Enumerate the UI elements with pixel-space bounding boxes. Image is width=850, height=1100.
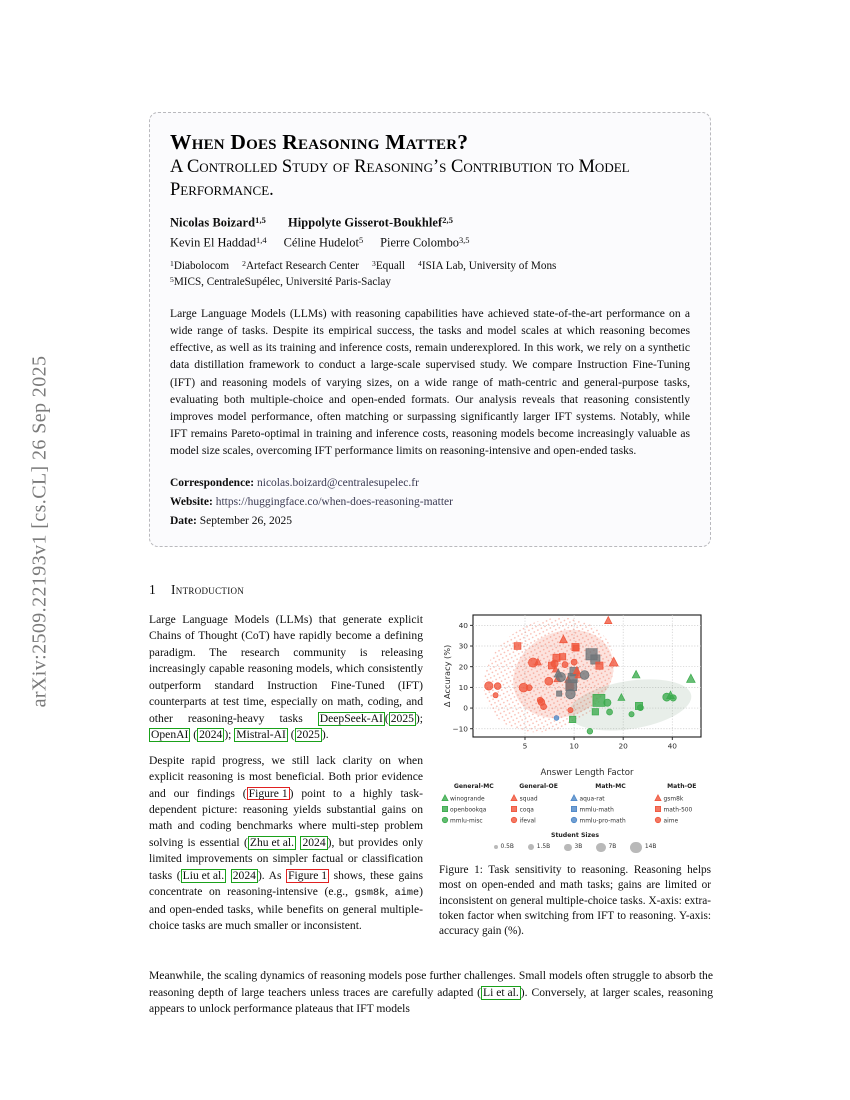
- citation-link[interactable]: 2025: [390, 711, 414, 725]
- affil-marker: 5: [170, 274, 174, 284]
- data-point: [593, 694, 605, 706]
- svg-text:40: 40: [458, 620, 468, 630]
- size-legend-title: Student Sizes: [550, 831, 600, 839]
- legend-entry-label: winogrande: [450, 796, 485, 803]
- legend-entry-label: mmlu-pro-math: [579, 818, 626, 825]
- legend-marker-icon: [439, 794, 450, 804]
- affil-marker: 4: [418, 258, 422, 268]
- affil-name: Equall: [375, 259, 406, 272]
- size-marker-icon: [528, 844, 534, 850]
- website-label: Website:: [170, 496, 213, 509]
- author-affil-marker: 5: [358, 235, 364, 246]
- size-label: 1.5B: [536, 844, 551, 851]
- legend-entry-label: coqa: [519, 807, 534, 814]
- citation-link[interactable]: Zhu et al.: [249, 835, 295, 849]
- para3-text-a: Meanwhile, the scaling dynamics of reasoning models pose further challenges. Small models often struggle to absorb the reasoning depth of large teachers unless traces are carefully adapted (: [149, 969, 713, 999]
- svg-text:30: 30: [458, 641, 468, 651]
- figure-1-chart: [439, 605, 711, 853]
- date-label: Date:: [170, 514, 197, 527]
- legend-group-title: Math-OE: [667, 783, 697, 790]
- legend-row: [439, 793, 711, 804]
- figure-caption: Figure 1: Task sensitivity to reasoning. Reasoning helps most on open-ended and math tasks; gains are limited or inconsistent on general multiple-choice tasks. X-axis: extra-token factor when switching from IFT to reasoning. Y-axis: accuracy gain (%).: [439, 864, 711, 938]
- title-abstract-card: [149, 112, 711, 547]
- para2-text-d: ). As: [257, 868, 287, 882]
- para1-text: Large Language Models (LLMs) that generate explicit Chains of Thought (CoT) have rapidly become a defining paradigm. The research community is releasing increasingly capable reasoning models, which consistently outperform standard Instruction Fine-Tuned (IFT) counterparts at test time, especially on math, coding, and other reasoning-heavy tasks: [149, 613, 423, 725]
- data-point: [569, 716, 575, 722]
- data-point: [554, 716, 559, 721]
- legend-marker-icon: [568, 794, 579, 804]
- legend-marker-icon: [439, 805, 450, 815]
- data-point: [553, 654, 560, 661]
- size-marker-icon: [564, 844, 571, 851]
- section-number: 1: [149, 582, 157, 597]
- data-point: [559, 654, 565, 660]
- data-point: [526, 685, 532, 691]
- code-token: gsm8k: [354, 888, 386, 900]
- data-point: [592, 709, 598, 715]
- para2-text-a: Despite rapid progress, we still lack clarity on when explicit reasoning is most beneficial. Both prior evidence and our findings (: [149, 753, 423, 800]
- citation-link[interactable]: OpenAI: [151, 728, 189, 742]
- authors-row-primary: [170, 215, 690, 231]
- y-axis-label: Δ Accuracy (%): [442, 644, 452, 708]
- paragraph-intro-2: Despite rapid progress, we still lack clarity on when explicit reasoning is most beneficial. Both prior evidence and our findings ( Figure 1 ) point to a highly task-dependent picture: reasoning yields substantial gains on math and coding benchmarks where multi-step problem solving is essential ( Zhu et al. 2024 ), but provides only limited improvements on simpler factual or classification tasks ( Liu et al. 2024 ). As Figure 1 shows, these gains concentrate on reasoning-intensive (e.g., gsm8k, aime) and open-ended tasks, while benefits on general multiple-choice tasks are much smaller or inconsistent.: [149, 753, 424, 933]
- date-value: September 26, 2025: [199, 514, 293, 527]
- author-name: Céline Hudelot: [283, 235, 359, 250]
- data-point: [485, 682, 493, 690]
- data-point: [541, 704, 547, 710]
- size-legend-entry: [564, 844, 582, 851]
- data-point: [557, 691, 562, 696]
- legend-entry-label: aime: [663, 818, 679, 825]
- paragraph-intro-1: Large Language Models (LLMs) that generate explicit Chains of Thought (CoT) have rapidly become a defining paradigm. The research community is releasing increasingly capable reasoning models, which consistently outperform standard Instruction Fine-Tuned (IFT) counterparts at test time, especially on math, coding, and other reasoning-heavy tasks DeepSeek-AI ( 2025 ); OpenAI ( 2024 ); Mistral-AI ( 2025 ).: [149, 613, 423, 742]
- legend-row: [439, 815, 711, 826]
- figure-column: [439, 605, 711, 939]
- svg-text:20: 20: [618, 741, 628, 751]
- affil-name: Artefact Research Center: [245, 259, 359, 272]
- legend-header-row: [439, 782, 711, 793]
- affil-marker: 2: [242, 258, 246, 268]
- legend-entry[interactable]: [568, 804, 652, 815]
- legend-entry[interactable]: [509, 793, 569, 804]
- size-marker-icon: [494, 845, 498, 849]
- legend-group-title: Math-MC: [595, 783, 626, 790]
- body-column-left: [149, 612, 423, 944]
- page-subtitle: A Controlled Study of Reasoning’s Contribution to Model Performance.: [170, 157, 630, 200]
- x-axis-label: Answer Length Factor: [540, 768, 634, 778]
- svg-text:40: 40: [667, 741, 677, 751]
- legend-table: [439, 782, 711, 827]
- svg-text:20: 20: [458, 662, 468, 672]
- abstract-text: Large Language Models (LLMs) with reasoning capabilities have achieved state-of-the-art performance on a wide range of tasks. Despite its empirical success, the tasks and model scales at which reasoning becomes effective, as well as its training and inference costs, remain underexplored. In this work, we rely on a synthetic data distillation framework to conduct a large-scale supervised study. We compare Instruction Fine-Tuning (IFT) and reasoning models of varying sizes, on a wide range of math-centric and general-purpose tasks, evaluating both multiple-choice and open-ended formats. Our analysis reveals that reasoning consistently improves model performance, often matching or surpassing significantly larger IFT systems. Notably, while IFT remains Pareto-optimal in training and inference costs, reasoning models become increasingly valuable as model size scales, overcoming IFT performance limits on reasoning-intensive and open-ended tasks.: [170, 306, 690, 458]
- legend-entry-label: mmlu-math: [579, 807, 614, 814]
- paper-page: [147, 0, 713, 1100]
- legend-marker-icon: [439, 816, 450, 826]
- author-affil-marker: 2,5: [442, 214, 454, 225]
- page-title: When Does Reasoning Matter?: [170, 130, 469, 154]
- section-heading-introduction: [149, 582, 244, 598]
- size-label: 3B: [574, 844, 583, 851]
- legend-entry[interactable]: [439, 804, 509, 815]
- affil-marker: 3: [372, 258, 376, 268]
- data-point: [629, 712, 634, 717]
- data-point: [587, 728, 593, 734]
- data-point: [494, 683, 501, 690]
- svg-text:0: 0: [463, 703, 468, 713]
- author-name: Hippolyte Gisserot-Boukhlef: [287, 215, 443, 230]
- data-point: [493, 693, 498, 698]
- legend-marker-icon: [568, 816, 579, 826]
- figure-reference-link[interactable]: Figure 1: [288, 868, 328, 882]
- para2-text-e: shows, these gains concentrate on reasoning-intensive (e.g.,: [149, 868, 423, 899]
- data-point: [607, 709, 613, 715]
- data-point: [514, 643, 521, 650]
- data-point: [556, 672, 565, 681]
- legend-entry-label: mmlu-misc: [450, 818, 483, 825]
- citation-link[interactable]: Mistral-AI: [236, 728, 286, 742]
- legend-entry[interactable]: [439, 815, 509, 826]
- code-token: aime: [394, 888, 420, 900]
- author-name: Kevin El Haddad: [170, 235, 257, 250]
- data-point: [545, 677, 553, 685]
- correspondence-email[interactable]: nicolas.boizard@centralesupelec.fr: [257, 477, 419, 490]
- legend-entry-label: ifeval: [519, 818, 536, 825]
- data-point: [670, 695, 676, 701]
- legend-entry[interactable]: [653, 793, 711, 804]
- legend-entry[interactable]: [653, 815, 711, 826]
- legend-entry[interactable]: [509, 815, 569, 826]
- legend-marker-icon: [509, 794, 520, 804]
- legend-group-title: General-OE: [519, 783, 558, 790]
- data-point: [596, 662, 603, 669]
- chart-legend: [439, 782, 711, 853]
- data-point: [580, 671, 589, 680]
- website-url[interactable]: https://huggingface.co/when-does-reasoning-matter: [215, 496, 453, 509]
- svg-text:10: 10: [458, 682, 468, 692]
- para2-text-f: ) and open-ended tasks, while benefits on general multiple-choice tasks are much smaller or inconsistent.: [149, 885, 424, 933]
- legend-marker-icon: [568, 805, 579, 815]
- size-legend-entry: [528, 844, 550, 850]
- legend-entry-label: aqua-rat: [579, 796, 605, 803]
- citation-link[interactable]: DeepSeek-AI: [319, 711, 383, 725]
- citation-link[interactable]: 2024: [232, 868, 256, 882]
- paper-metadata: [170, 474, 690, 530]
- affiliations: [170, 259, 690, 291]
- legend-marker-icon: [653, 805, 664, 815]
- legend-entry[interactable]: [568, 793, 652, 804]
- size-legend-entry: [494, 844, 514, 850]
- affil-name: Diabolocom: [173, 259, 230, 272]
- citation-link[interactable]: 2025: [296, 728, 320, 742]
- y-axis-ticks: [452, 621, 473, 733]
- scatter-plot-svg: [439, 605, 711, 780]
- paragraph-intro-3: [149, 968, 713, 1018]
- legend-entry-label: gsm8k: [663, 796, 684, 803]
- size-legend-entry: [630, 842, 656, 854]
- svg-text:−10: −10: [452, 724, 468, 734]
- svg-text:10: 10: [569, 741, 579, 751]
- legend-marker-icon: [653, 794, 664, 804]
- data-point: [568, 708, 573, 713]
- size-marker-icon: [596, 843, 605, 852]
- author-name: Nicolas Boizard: [170, 215, 256, 230]
- legend-entry-label: openbookqa: [450, 807, 487, 814]
- legend-marker-icon: [509, 816, 520, 826]
- correspondence-label: Correspondence:: [170, 477, 255, 490]
- para3-text-b: ). Conversely, at larger scales, reasoning appears to unlock performance plateaus that IFT models: [149, 985, 714, 1016]
- data-point: [637, 705, 643, 711]
- legend-entry[interactable]: [568, 815, 652, 826]
- legend-marker-icon: [509, 805, 520, 815]
- data-point: [562, 662, 568, 668]
- author-affil-marker: 1,4: [256, 235, 267, 246]
- size-legend-entry: [596, 843, 616, 852]
- arxiv-stamp-text: arXiv:2509.22193v1 [cs.CL] 26 Sep 2025: [28, 355, 51, 708]
- body-fullwidth: [149, 968, 713, 1018]
- data-point: [573, 645, 579, 651]
- legend-marker-icon: [653, 816, 664, 826]
- size-label: 0.5B: [500, 844, 514, 851]
- legend-entry[interactable]: [509, 804, 569, 815]
- affil-name: ISIA Lab, University of Mons: [421, 259, 557, 272]
- para2-text-b: ) point to a highly task-dependent picture: reasoning yields substantial gains on math and coding benchmarks where multi-step problem solving is essential (: [149, 786, 423, 849]
- legend-group-title: General-MC: [453, 783, 494, 790]
- arxiv-stamp: [0, 0, 70, 1100]
- size-marker-icon: [630, 842, 642, 854]
- para2-text-c: ), but provides only limited improvements on simpler factual or classification tasks (: [149, 835, 423, 882]
- figure-reference-link[interactable]: Figure 1: [248, 786, 288, 800]
- affil-marker: 1: [170, 258, 174, 268]
- size-label: 7B: [608, 844, 617, 851]
- legend-entry[interactable]: [439, 793, 509, 804]
- size-label: 14B: [644, 844, 657, 851]
- data-point: [571, 659, 577, 665]
- author-affil-marker: 3,5: [458, 235, 470, 246]
- x-axis-ticks: [523, 737, 678, 751]
- citation-link[interactable]: 2024: [302, 835, 326, 849]
- size-legend-row: [439, 842, 711, 854]
- citation-link[interactable]: Li et al.: [483, 985, 519, 999]
- section-title: Introduction: [171, 582, 245, 597]
- affil-name: MICS, CentraleSupélec, Université Paris-Saclay: [173, 276, 391, 289]
- legend-entry-label: squad: [519, 796, 538, 803]
- legend-entry[interactable]: [653, 804, 711, 815]
- citation-link[interactable]: 2024: [199, 728, 223, 742]
- legend-row: [439, 804, 711, 815]
- svg-text:5: 5: [522, 741, 528, 751]
- data-point: [604, 699, 611, 706]
- author-affil-marker: 1,5: [255, 214, 266, 225]
- authors-row-secondary: [170, 235, 690, 251]
- citation-link[interactable]: Liu et al.: [182, 868, 225, 882]
- legend-entry-label: math-500: [663, 807, 693, 814]
- author-name: Pierre Colombo: [380, 235, 459, 250]
